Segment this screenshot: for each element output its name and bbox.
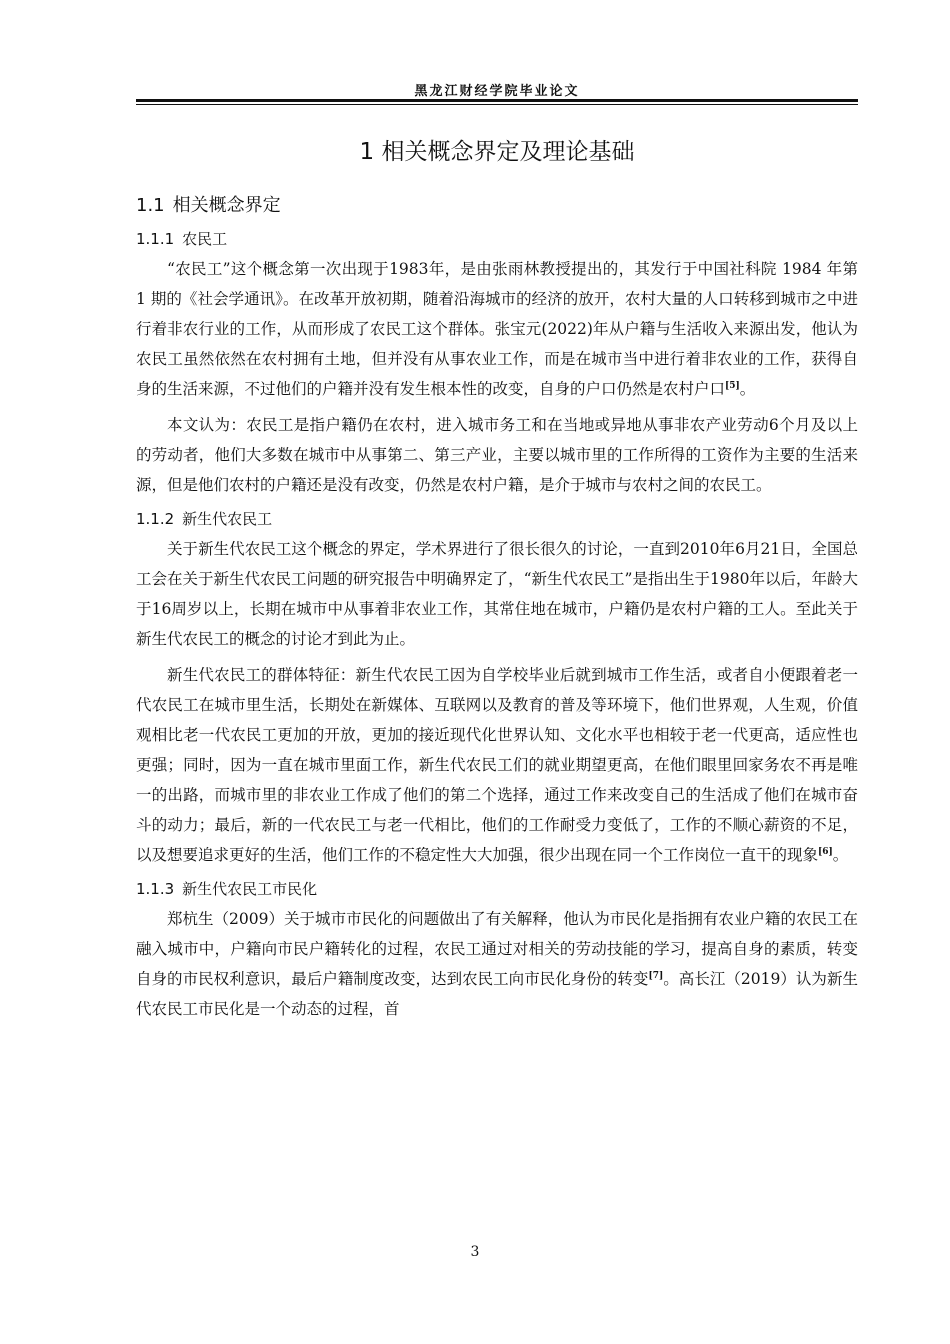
paragraph-1	[136, 254, 858, 404]
paragraph-text: “农民工”这个概念第一次出现于1983年，是由张雨林教授提出的，其发行于中国社科院 1984 年第 1 期的《社会学通讯》。在改革开放初期，随着沿海城市的经济的放开，农村大量的人口转移到城市之中进行着非农行业的工作，从而形成了农民工这个群体。张宝元(2022)年从户籍与生活收入来源出发，他认为农民工虽然依然在农村拥有土地，但并没有从事农业工作，而是在城市当中进行着非农业的工作，获得自身的生活来源，不过他们的户籍并没有发生根本性的改变，自身的户口仍然是农村户口	[136, 260, 858, 398]
subsection-number: 1.1.3	[136, 880, 175, 898]
subsection-number: 1.1.1	[136, 230, 175, 248]
paragraph-text: 郑杭生（2009）关于城市市民化的问题做出了有关解释，他认为市民化是指拥有农业户籍的农民工在融入城市中，户籍向市民户籍转化的过程，农民工通过对相关的劳动技能的学习，提高自身的素质，转变自身的市民权利意识，最后户籍制度改变，达到农民工向市民化身份的转变	[136, 910, 858, 988]
subsection-heading-1	[136, 226, 858, 252]
paragraph-3: 关于新生代农民工这个概念的界定，学术界进行了很长很久的讨论，一直到2010年6月21日，全国总工会在关于新生代农民工问题的研究报告中明确界定了，“新生代农民工”是指出生于1980年以后，年龄大于16周岁以上，长期在城市中从事着非农业工作，其常住地在城市，户籍仍是农村户籍的工人。至此关于新生代农民工的概念的讨论才到此为止。	[136, 540, 858, 648]
page-number: 3	[470, 1244, 480, 1260]
paragraph-4	[136, 660, 858, 870]
paragraph-2: 本文认为：农民工是指户籍仍在农村，进入城市务工和在当地或异地从事非农产业劳动6个月及以上的劳动者，他们大多数在城市中从事第二、第三产业，主要以城市里的工作所得的工资作为主要的生活来源，但是他们农村的户籍还是没有改变，仍然是农村户籍，是介于城市与农村之间的农民工。	[136, 416, 858, 494]
subsection-title: 新生代农民工市民化	[182, 880, 318, 898]
citation: [5]	[725, 380, 740, 391]
citation: [6]	[818, 846, 833, 857]
section-number: 1.1	[136, 195, 165, 216]
paragraph-text: 新生代农民工的群体特征：新生代农民工因为自学校毕业后就到城市工作生活，或者自小便跟着老一代农民工在城市里生活，长期处在新媒体、互联网以及教育的普及等环境下，他们世界观，人生观，价值观相比老一代农民工更加的开放，更加的接近现代化世界认知、文化水平也相较于老一代更高，适应性也更强；同时，因为一直在城市里面工作，新生代农民工们的就业期望更高，在他们眼里回家务农不再是唯一的出路，而城市里的非农业工作成了他们的第二个选择，通过工作来改变自己的生活成了他们在城市奋斗的动力；最后，新的一代农民工与老一代相比，他们的工作耐受力变低了，工作的不顺心薪资的不足，以及想要追求更好的生活，他们工作的不稳定性大大加强，很少出现在同一个工作岗位一直干的现象	[136, 666, 858, 864]
citation: [7]	[648, 970, 664, 981]
subsection-title: 农民工	[182, 230, 228, 248]
running-header: 黑龙江财经学院毕业论文	[414, 84, 580, 99]
subsection-number: 1.1.2	[136, 510, 175, 528]
page-content	[136, 130, 858, 1030]
section-heading	[136, 192, 858, 220]
paragraph-end: 。	[739, 380, 756, 398]
subsection-title: 新生代农民工	[182, 510, 273, 528]
paragraph-end: 。高长江（2019）认为新生代农民工市民化是一个动态的过程，首	[136, 970, 858, 1018]
section-title: 相关概念界定	[172, 195, 281, 216]
paragraph-5	[136, 904, 858, 1024]
subsection-heading-2	[136, 506, 858, 532]
header-rule-thin	[136, 104, 858, 105]
paragraph-end: 。	[832, 846, 849, 864]
chapter-title: 1 相关概念界定及理论基础	[359, 139, 635, 165]
header-rule-thick	[136, 99, 858, 102]
subsection-heading-3	[136, 876, 858, 902]
